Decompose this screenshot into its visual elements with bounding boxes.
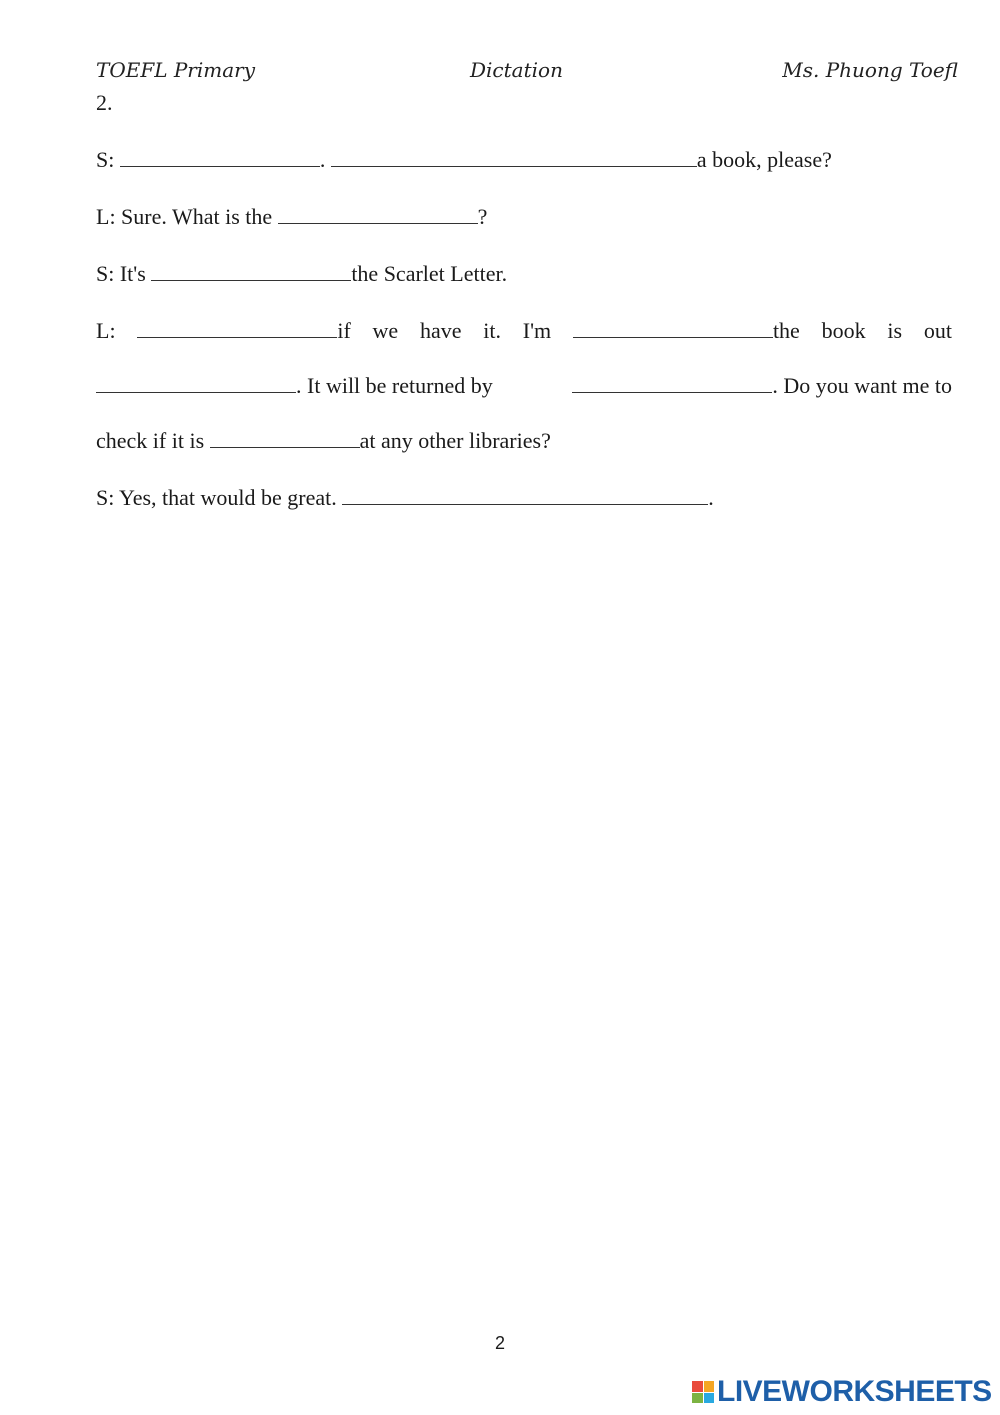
punctuation: .	[319, 147, 326, 172]
dialogue-line-1	[96, 145, 832, 175]
logo-square-icon	[692, 1381, 703, 1392]
word: book	[821, 318, 866, 343]
blank-input[interactable]	[210, 427, 360, 448]
line-text: the Scarlet Letter.	[351, 261, 508, 286]
word: we	[372, 318, 399, 343]
line-text: check if it is	[96, 428, 205, 453]
blank-input[interactable]	[96, 372, 296, 393]
blank-input[interactable]	[572, 372, 772, 393]
blank-input[interactable]	[342, 484, 708, 505]
page-header	[96, 58, 958, 88]
exercise-number: 2.	[96, 90, 113, 115]
liveworksheets-logo[interactable]	[692, 1376, 992, 1408]
word: the	[772, 318, 800, 343]
liveworksheets-icon	[692, 1381, 714, 1403]
word: L:	[96, 318, 116, 343]
line-text: S: Yes, that would be great.	[96, 485, 337, 510]
dialogue-line-6	[96, 426, 551, 456]
dialogue-line-3	[96, 259, 507, 289]
line-text: a book, please?	[696, 147, 832, 172]
line-text: . Do you want me to	[772, 373, 952, 398]
line-text: . It will be returned by	[296, 373, 493, 398]
header-center: Dictation	[470, 58, 563, 82]
word: out	[923, 318, 952, 343]
word: it.	[483, 318, 501, 343]
blank-input[interactable]	[151, 260, 351, 281]
blank-input[interactable]	[137, 317, 337, 338]
line-text: L: Sure. What is the	[96, 204, 273, 229]
blank-input[interactable]	[278, 203, 478, 224]
word: is	[887, 318, 903, 343]
blank-input[interactable]	[331, 146, 697, 167]
page-number: 2	[494, 1333, 505, 1353]
word: have	[419, 318, 462, 343]
punctuation: ?	[477, 204, 488, 229]
header-left: TOEFL Primary	[96, 58, 256, 82]
dialogue-line-7	[96, 483, 714, 513]
dialogue-line-4	[96, 316, 952, 346]
logo-square-icon	[704, 1381, 715, 1392]
line-text: at any other libraries?	[359, 428, 551, 453]
word: if	[337, 318, 351, 343]
speaker-label: S:	[96, 147, 115, 172]
header-right: Ms. Phuong Toefl	[782, 58, 958, 82]
logo-text: LIVEWORKSHEETS	[717, 1375, 992, 1408]
word: I'm	[522, 318, 552, 343]
punctuation: .	[708, 485, 714, 510]
blank-input[interactable]	[573, 317, 773, 338]
dialogue-line-5	[96, 371, 952, 401]
line-text: S: It's	[96, 261, 146, 286]
logo-square-icon	[692, 1393, 703, 1404]
dialogue-line-2	[96, 202, 487, 232]
logo-square-icon	[704, 1393, 715, 1404]
blank-input[interactable]	[120, 146, 320, 167]
